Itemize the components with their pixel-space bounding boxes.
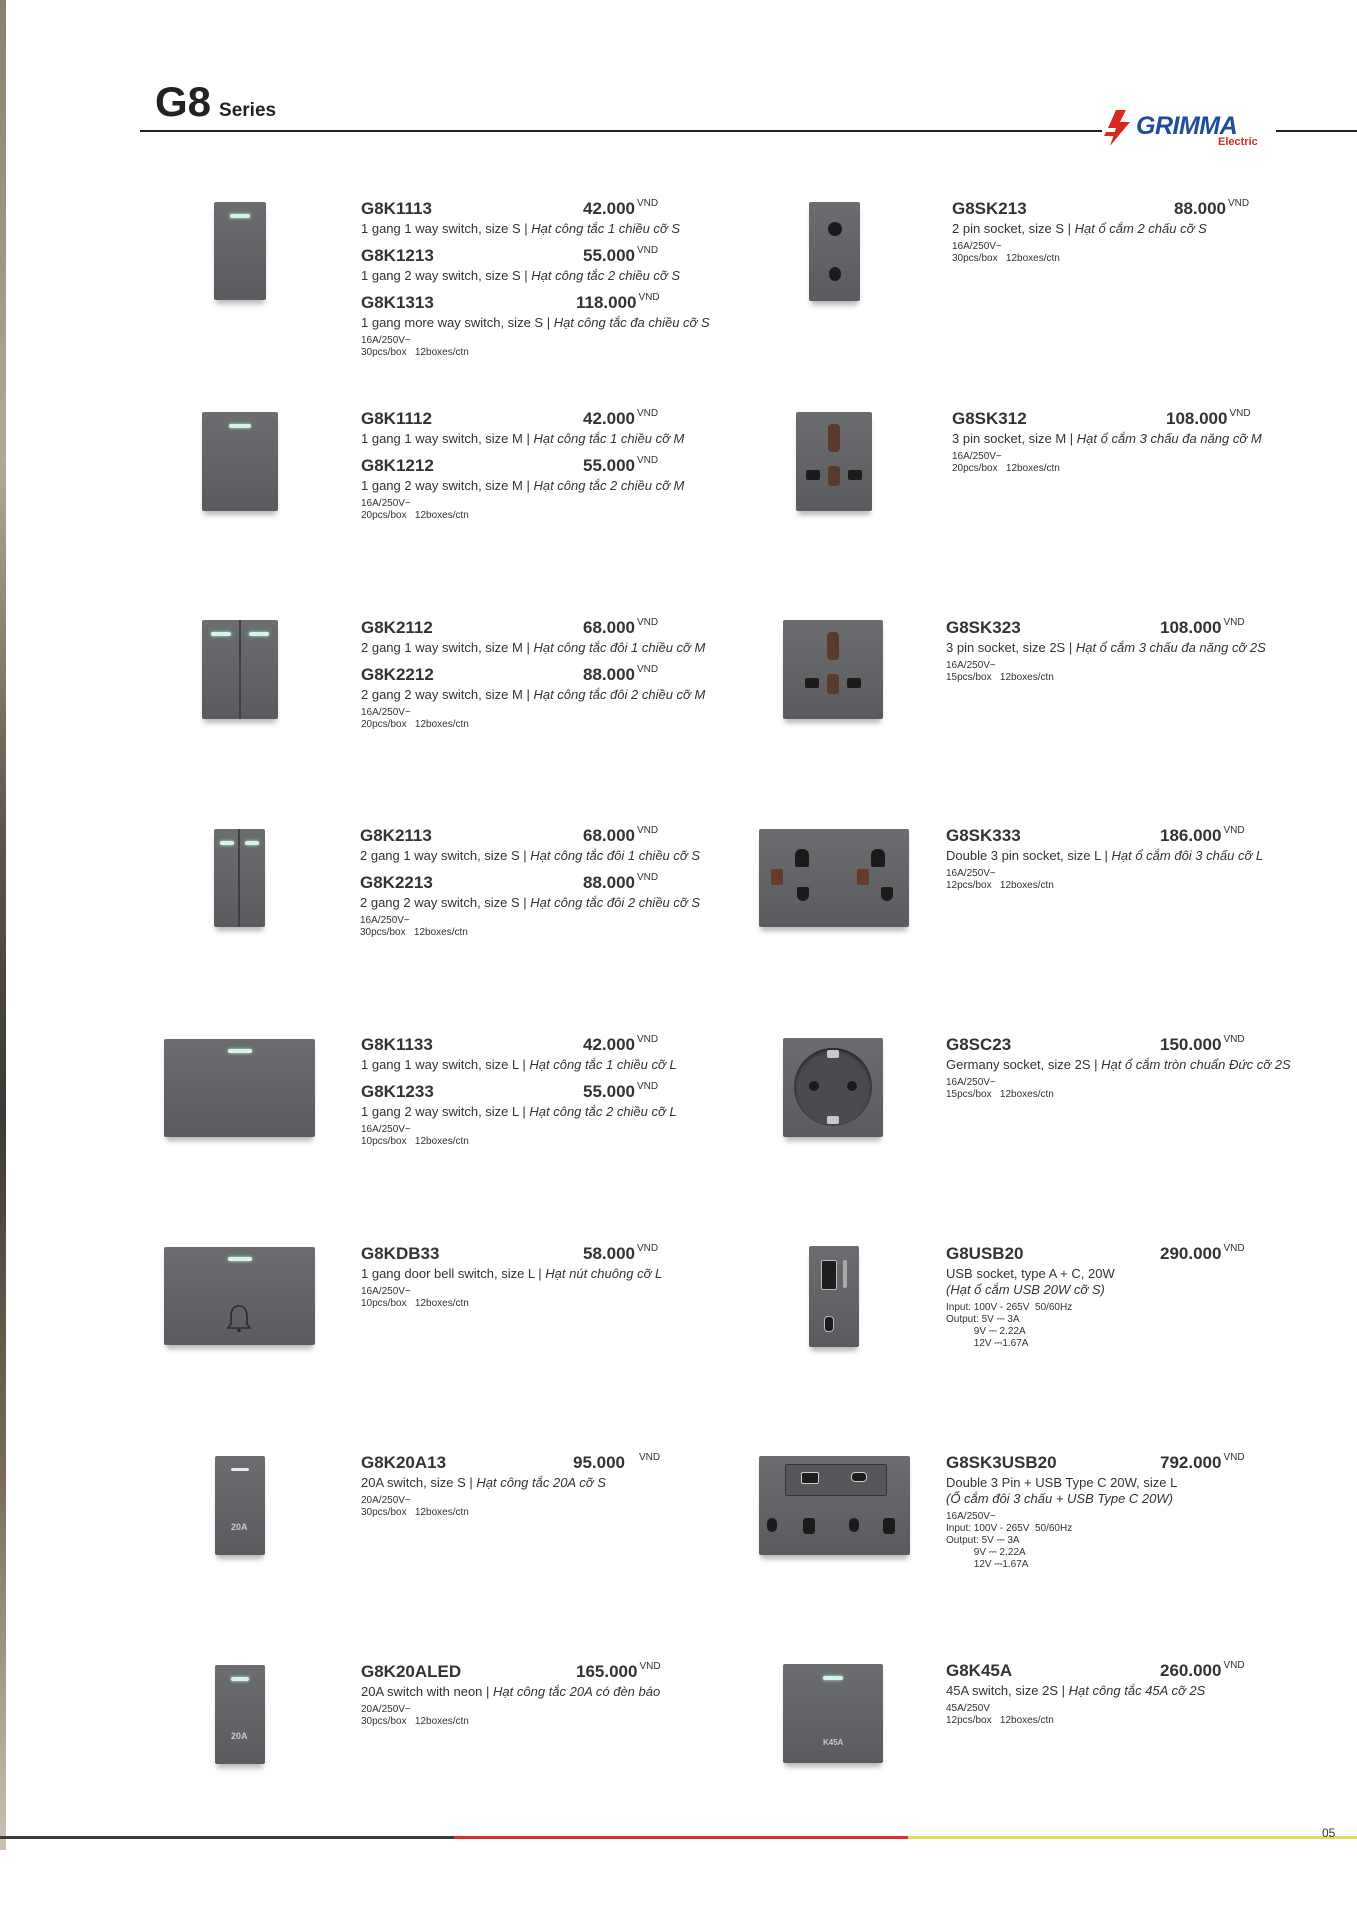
product-price: 88.000 $^{VND}$ [1174, 198, 1250, 218]
product-group-m-double [361, 618, 761, 731]
product-group-m-switch [361, 409, 761, 522]
product-price: 42.000 $^{VND}$ [583, 1034, 659, 1054]
product-image-g8k20aled [215, 1665, 265, 1764]
header-divider-right [1276, 130, 1357, 132]
product-image-g8k2112 [202, 620, 278, 719]
product-code: G8K1133 [361, 1035, 433, 1054]
product-image-g8k45a [783, 1664, 883, 1763]
product-price: 260.000 $^{VND}$ [1160, 1660, 1245, 1680]
product-spec: 16A/250V~ [946, 868, 996, 879]
rating-label: K45A [823, 1738, 844, 1747]
product-g8sk3usb20 [946, 1453, 1276, 1571]
product-image-g8sk213 [809, 202, 860, 301]
product-spec-output: Output: 5V ⎓ 3A [946, 1535, 1020, 1546]
product-g8sc23 [946, 1035, 1316, 1101]
rating-label: 20A [231, 1522, 248, 1532]
product-price: 165.000 $^{VND}$ [576, 1661, 661, 1681]
brand-logo [1100, 106, 1275, 150]
product-group-l-switch [361, 1035, 761, 1148]
product-description: 1 gang door bell switch, size L | Hạt nút chuông cỡ L [361, 1266, 663, 1281]
product-image-g8k1133 [164, 1039, 315, 1137]
product-image-g8k1113 [214, 202, 266, 300]
product-price: 792.000 $^{VND}$ [1160, 1452, 1245, 1472]
product-image-g8sk323 [783, 620, 883, 719]
product-group-s-double [360, 826, 760, 939]
product-description: Double 3 Pin + USB Type C 20W, size L [946, 1475, 1178, 1490]
product-description-vn: (Ổ cắm đôi 3 chấu + USB Type C 20W) [946, 1491, 1173, 1506]
product-g8sk312 [952, 409, 1282, 475]
product-image-g8kdb33 [164, 1247, 315, 1345]
product-code: G8K2212 [361, 665, 434, 684]
product-price: 108.000 $^{VND}$ [1160, 617, 1245, 637]
product-spec-output: 12V ⎓1.67A [946, 1559, 1029, 1570]
product-packing: 20pcs/box 12boxes/ctn [361, 719, 469, 730]
product-price: 88.000 $^{VND}$ [583, 872, 659, 892]
product-description: 2 gang 1 way switch, size S | Hạt công tắc đôi 1 chiều cỡ S [360, 848, 701, 863]
series-name: G8 [155, 78, 212, 125]
product-packing: 30pcs/box 12boxes/ctn [952, 253, 1060, 264]
product-packing: 30pcs/box 12boxes/ctn [361, 347, 469, 358]
product-code: G8SC23 [946, 1035, 1012, 1054]
product-group-s-switch [361, 199, 761, 359]
product-packing: 15pcs/box 12boxes/ctn [946, 672, 1054, 683]
product-price: 68.000 $^{VND}$ [583, 617, 659, 637]
rating-label: 20A [231, 1731, 248, 1741]
product-image-g8usb20 [809, 1246, 859, 1347]
product-packing: 12pcs/box 12boxes/ctn [946, 880, 1054, 891]
product-price: 95.000 $^{VND}$ [573, 1452, 661, 1472]
product-code: G8K45A [946, 1661, 1013, 1680]
product-image-g8k20a13 [215, 1456, 265, 1555]
product-description: 2 gang 1 way switch, size M | Hạt công tắc đôi 1 chiều cỡ M [361, 640, 706, 655]
page-number: 05 [1322, 1826, 1336, 1840]
page-edge-strip [0, 0, 6, 1850]
series-label: Series [219, 100, 277, 121]
product-image-g8sk3usb20 [759, 1456, 910, 1555]
product-code: G8K2112 [361, 618, 433, 637]
product-description-vn: (Hạt ổ cắm USB 20W cỡ S) [946, 1282, 1105, 1297]
product-code: G8SK213 [952, 199, 1027, 218]
product-description: 1 gang 1 way switch, size S | Hạt công tắc 1 chiều cỡ S [361, 221, 681, 236]
product-code: G8SK312 [952, 409, 1027, 428]
product-price: 55.000 $^{VND}$ [583, 245, 659, 265]
product-g8sk323 [946, 618, 1286, 684]
product-description: 1 gang 2 way switch, size L | Hạt công tắc 2 chiều cỡ L [361, 1104, 677, 1119]
footer-stripe-dark [0, 1836, 454, 1839]
product-description: 3 pin socket, size 2S | Hạt ổ cắm 3 chấu đa năng cỡ 2S [946, 640, 1266, 655]
product-spec-input: Input: 100V - 265V 50/60Hz [946, 1523, 1073, 1534]
product-packing: 30pcs/box 12boxes/ctn [361, 1507, 469, 1518]
header-divider [140, 130, 1102, 132]
product-spec: 16A/250V~ [946, 1077, 996, 1088]
product-description: 1 gang 2 way switch, size M | Hạt công tắc 2 chiều cỡ M [361, 478, 685, 493]
product-packing: 30pcs/box 12boxes/ctn [361, 1716, 469, 1727]
footer-stripe-red [454, 1836, 908, 1839]
product-price: 118.000 $^{VND}$ [576, 292, 660, 312]
product-price: 186.000 $^{VND}$ [1160, 825, 1245, 845]
product-code: G8KDB33 [361, 1244, 440, 1263]
product-spec: Input: 100V - 265V 50/60Hz [946, 1302, 1073, 1313]
product-description: 2 pin socket, size S | Hạt ổ cắm 2 chấu cỡ S [952, 221, 1207, 236]
product-price: 42.000 $^{VND}$ [583, 408, 659, 428]
product-packing: 12pcs/box 12boxes/ctn [946, 1715, 1054, 1726]
product-image-g8sk312 [796, 412, 872, 511]
product-code: G8K1113 [361, 199, 432, 218]
product-price: 108.000 $^{VND}$ [1166, 408, 1251, 428]
brand-name: GRIMMA [1136, 112, 1238, 140]
product-price: 290.000 $^{VND}$ [1160, 1243, 1245, 1263]
brand-subtitle: Electric [1218, 136, 1258, 148]
product-price: 42.000 $^{VND}$ [583, 198, 659, 218]
product-spec: 16A/250V~ [361, 1286, 411, 1297]
product-price: 55.000 $^{VND}$ [583, 455, 659, 475]
footer-stripe-yellow [908, 1836, 1357, 1839]
product-description: 1 gang 1 way switch, size L | Hạt công tắc 1 chiều cỡ L [361, 1057, 677, 1072]
product-spec-output: 12V ⎓1.67A [946, 1338, 1029, 1349]
product-g8k20aled [361, 1662, 761, 1728]
product-code: G8K1213 [361, 246, 434, 265]
product-description: 2 gang 2 way switch, size S | Hạt công tắc đôi 2 chiều cỡ S [360, 895, 701, 910]
product-packing: 15pcs/box 12boxes/ctn [946, 1089, 1054, 1100]
product-spec: 16A/250V~ [946, 1511, 996, 1522]
product-code: G8SK3USB20 [946, 1453, 1057, 1472]
product-packing: 20pcs/box 12boxes/ctn [952, 463, 1060, 474]
product-spec: 45A/250V [946, 1703, 990, 1714]
product-image-g8sk333 [759, 829, 909, 927]
product-image-g8k2113 [214, 829, 265, 927]
product-description: 1 gang 1 way switch, size M | Hạt công tắc 1 chiều cỡ M [361, 431, 685, 446]
product-packing: 30pcs/box 12boxes/ctn [360, 927, 468, 938]
product-code: G8K2213 [360, 873, 433, 892]
product-g8sk333 [946, 826, 1286, 892]
product-code: G8SK333 [946, 826, 1021, 845]
product-packing: 10pcs/box 12boxes/ctn [361, 1298, 469, 1309]
product-spec: 16A/250V~ [361, 498, 411, 509]
product-code: G8K20ALED [361, 1662, 462, 1681]
product-image-g8k1112 [202, 412, 278, 511]
product-price: 68.000 $^{VND}$ [583, 825, 659, 845]
product-spec: 16A/250V~ [952, 241, 1002, 252]
product-spec: 16A/250V~ [361, 1124, 411, 1135]
product-price: 88.000 $^{VND}$ [583, 664, 659, 684]
product-code: G8SK323 [946, 618, 1021, 637]
product-description: 20A switch, size S | Hạt công tắc 20A cỡ S [361, 1475, 606, 1490]
product-code: G8K1112 [361, 409, 432, 428]
product-spec-output: 9V ⎓ 2.22A [946, 1547, 1026, 1558]
product-description: 2 gang 2 way switch, size M | Hạt công tắc đôi 2 chiều cỡ M [361, 687, 706, 702]
product-description: USB socket, type A + C, 20W [946, 1266, 1115, 1281]
grimma-logo-icon [1102, 108, 1136, 148]
product-g8kdb33 [361, 1244, 761, 1310]
product-description: 1 gang more way switch, size S | Hạt công tắc đa chiều cỡ S [361, 315, 710, 330]
product-spec: 20A/250V~ [361, 1495, 411, 1506]
product-spec: 16A/250V~ [361, 707, 411, 718]
product-spec-output: Output: 5V ⎓ 3A [946, 1314, 1020, 1325]
product-g8k45a [946, 1661, 1276, 1727]
product-price: 55.000 $^{VND}$ [583, 1081, 659, 1101]
product-code: G8USB20 [946, 1244, 1024, 1263]
product-description: Double 3 pin socket, size L | Hạt ổ cắm đôi 3 chấu cỡ L [946, 848, 1264, 863]
product-spec: 16A/250V~ [360, 915, 410, 926]
product-description: Germany socket, size 2S | Hạt ổ cắm tròn chuẩn Đức cỡ 2S [946, 1057, 1291, 1072]
product-description: 45A switch, size 2S | Hạt công tắc 45A cỡ 2S [946, 1683, 1206, 1698]
product-spec: 20A/250V~ [361, 1704, 411, 1715]
product-packing: 20pcs/box 12boxes/ctn [361, 510, 469, 521]
product-price: 58.000 $^{VND}$ [583, 1243, 659, 1263]
product-image-g8sc23 [783, 1038, 883, 1137]
product-g8sk213 [952, 199, 1282, 265]
bell-icon [225, 1303, 253, 1333]
product-code: G8K1233 [361, 1082, 434, 1101]
product-price: 150.000 $^{VND}$ [1160, 1034, 1245, 1054]
product-code: G8K1212 [361, 456, 434, 475]
product-code: G8K2113 [360, 826, 432, 845]
product-description: 1 gang 2 way switch, size S | Hạt công tắc 2 chiều cỡ S [361, 268, 681, 283]
page-title [155, 78, 276, 126]
product-spec: 16A/250V~ [952, 451, 1002, 462]
product-g8k20a13 [361, 1453, 761, 1519]
product-spec-output: 9V ⎓ 2.22A [946, 1326, 1026, 1337]
product-spec: 16A/250V~ [361, 335, 411, 346]
product-code: G8K20A13 [361, 1453, 447, 1472]
product-g8usb20 [946, 1244, 1276, 1350]
product-spec: 16A/250V~ [946, 660, 996, 671]
product-code: G8K1313 [361, 293, 434, 312]
product-packing: 10pcs/box 12boxes/ctn [361, 1136, 469, 1147]
product-description: 20A switch with neon | Hạt công tắc 20A có đèn báo [361, 1684, 661, 1699]
product-description: 3 pin socket, size M | Hạt ổ cắm 3 chấu đa năng cỡ M [952, 431, 1262, 446]
